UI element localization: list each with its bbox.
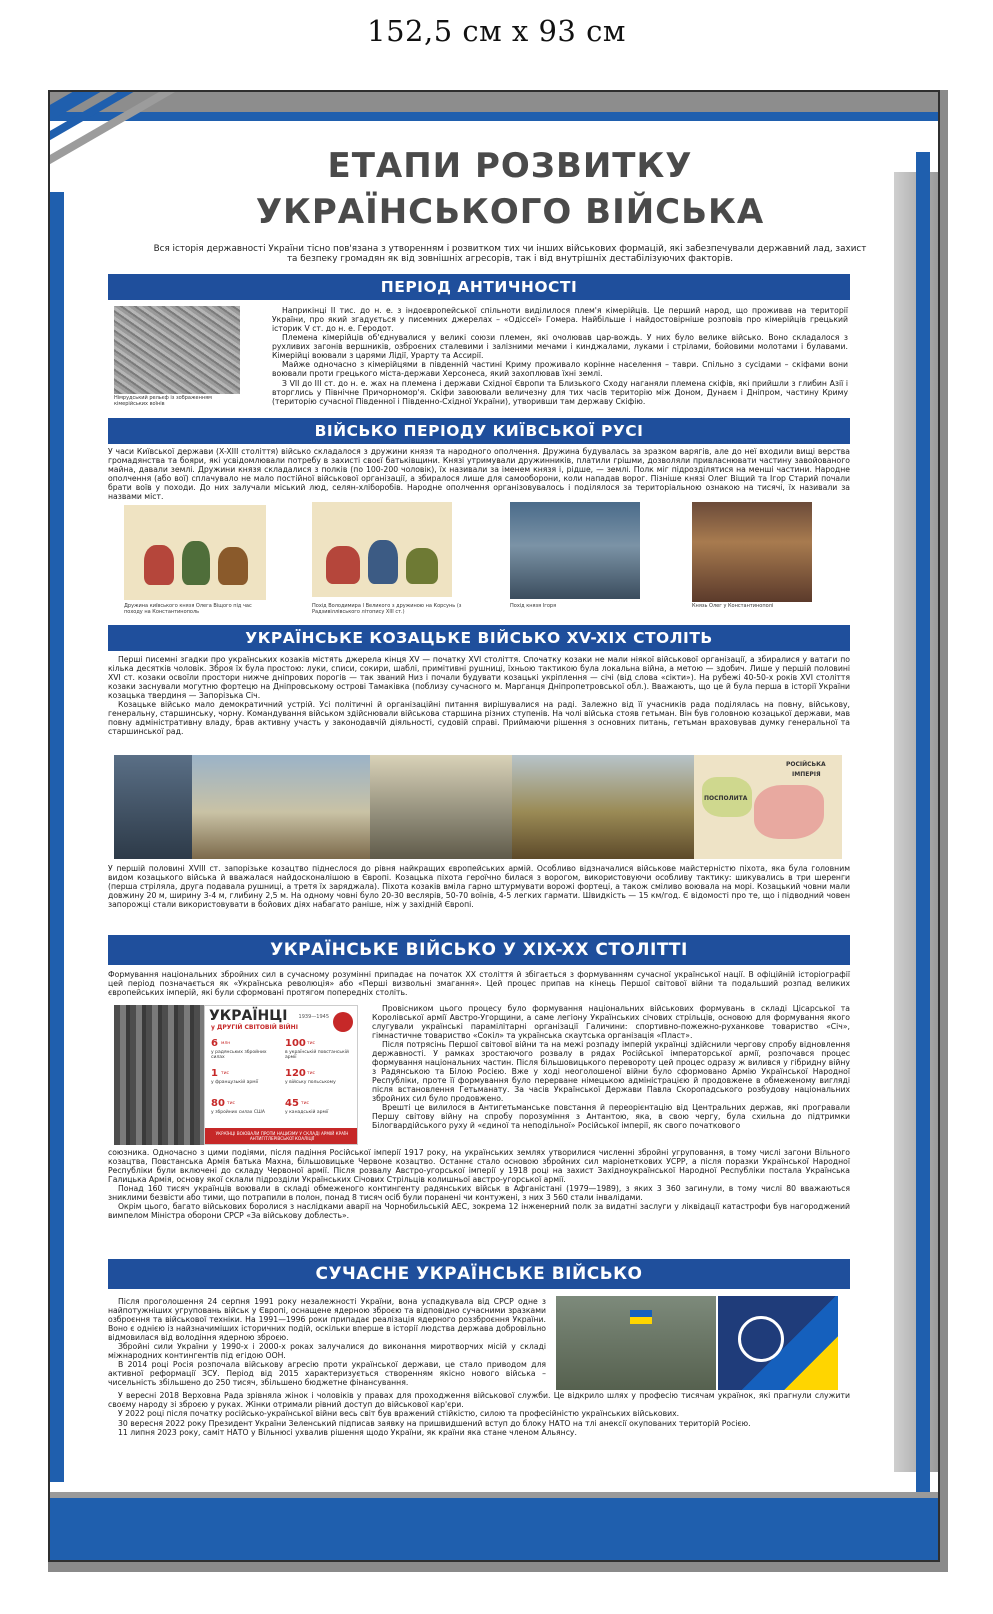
paragraph: Майже одночасно з кімерійцями в південній частині Криму проживало корінне населення – таври. Спільно з сусідами – скіфами вони воювали проти грецького міста-держави Херсонеса, який захоплював їхні землі.	[272, 360, 848, 379]
cossack-army-painting	[512, 755, 694, 859]
intro-text: Вся історія державності України тісно пов'язана з утворенням і розвитком тих чи інших військових формацій, які забезпечували державний лад, захист та безпеку громадян як від зовнішніх агресорів, так і від внутрішніх дестабілізуючих факторів.	[153, 244, 867, 264]
nimrud-relief-image	[114, 306, 240, 394]
stat-label: у війську польському	[285, 1080, 336, 1085]
stat-label: у канадській армії	[285, 1110, 329, 1115]
kyivan-rus-text: У часи Київської держави (X-XIII століття) військо складалося з дружини князя та народного ополчення. Дружина будувалась за зразком варягів, але до неї входили вищі верства громадянства та бояри, які усвідомлювали потребу в захисті своєї батьківщини. Князі утримували дружинників, платили грішми, дозволяли привласнювати частину завойованого майна, давали землі. Дружини князя складалися з полків (по 100-200 чоловік), їх називали за іменем князя і, рідше, — землі. Полк міг підрозділятися на менші частини. Народне ополчення (або вої) сплачувало не мало постійної військової організації, а збиралося лише для самооборони, коли нападав ворог. Пізніше князі Олег Віщий та Ігор Старий почали брати воїв у походи. До них залучали міський люд, селян-хліборобів. Народне ополчення організовувалось і поділялося за територіальною ознакою на тисячі, їх називали за назвами міст.	[108, 447, 850, 501]
paragraph: З VII до III ст. до н. е. жах на племена і держави Східної Європи та Близького Сходу наганяли племена скіфів, які прийшли з глибин Азії і вторглись у Північне Причорномор'я. Скіфи завоювали величезну для тих часів територію між Доном, Дунаєм і Дніпром, частину Криму (територію сучасної Південної і Південно-Східної України), утворивши там державу Скіфію.	[272, 378, 848, 406]
paragraph: В 2014 році Росія розпочала військову агресію проти української держави, це стало приводом для активної реформації ЗСУ. Період від 2015 характеризується створенням якісно нового війська – чисельність збільшено до 250 тисяч, збільшено бюджетне фінансування.	[108, 1360, 546, 1388]
stat-value: 100	[285, 1038, 306, 1049]
cossack-portrait-painting	[114, 755, 192, 859]
paragraph: У 2022 році після початку російсько-української війни весь світ був вражений стійкістю, силою та професійністю українських військових.	[118, 1409, 680, 1419]
paragraph: Провісником цього процесу було формування національних військових формувань в складі Цісарської та Королівської армії Австро-Угорщини, а саме легіону Українських січових стрільців, основою для формування якого слугували українські парамілітарні організації Галичини: спортивно-пожежно-руханкове товариство «Січ», гімнастичне товариство «Сокіл» та українська скаутська організація «Пласт».	[372, 1004, 850, 1040]
map-territory-shape	[754, 785, 824, 839]
xix-xx-bottom-text	[108, 1149, 850, 1222]
stat-label: у радянських збройних силах	[211, 1050, 267, 1060]
map-label: ПОСПОЛИТА	[704, 795, 748, 802]
paragraph: У вересні 2018 Верховна Рада зрівняла жінок і чоловіків у правах для проходження військової служби. Це відкрило шлях у професію тисячам українок, які прагнули служити своєму народу зі зброєю у руках. Жінки отримали рівний доступ до військової кар'єри.	[108, 1391, 850, 1409]
infographic-title: УКРАЇНЦІ	[209, 1008, 288, 1024]
nimrud-relief-caption: Німрудський рельєф із зображенням кімерійських воїнів	[114, 395, 212, 407]
paragraph: Врешті це вилилося в Антигетьманське повстання й переорієнтацію від Центральних держав, які програвали Першу світову війну на спробу порозуміння з Антантою, яка, в свою чергу, була схильна до підтримки Білогвардійського руху й «єдиної та неподільної» Російської імперії, як свого початкового	[372, 1102, 850, 1130]
cossack-text-bottom: У першій половині XVIII ст. запорізьке козацтво піднеслося до рівня найкращих європейських армій. Особливо відзначалися військове майстерністю піхота, яка була головним видом козацького війська й вважалася найдосконалішою в Європі. Козацька піхота героїчно билася з ворогом, використовуючи особливу тактику: шикувались в три шеренги (перша стріляла, друга подавала рушниці, а третя їх заряджала). Піхота козаків вміла гарно штурмувати ворожі фортеці, а також сміливо воювала на морі. Козацький човни мали довжину 20 м, ширину 3-4 м, глибину 2,5 м. На одному човні було 20-30 веслярів, 50-70 воїнів, 4-5 легких гармати. Швидкість — 15 км/год. Є відомості про те, що і підводний човен запорожці стали використовувати в бойових діях набагато раніше, ніж у західній Європі.	[108, 864, 850, 909]
top-gray-band	[50, 92, 940, 112]
infographic-subtitle: у ДРУГІЙ СВІТОВІЙ ВІЙНІ	[211, 1024, 298, 1031]
infographic-years: 1939—1945	[298, 1014, 329, 1020]
bottom-blue-band	[50, 1498, 940, 1560]
paragraph: Козацьке військо мало демократичний устрій. Усі політичні й організаційні питання вирішувалися на раді. Залежно від її учасників рада поділялась на повну, військову, генеральну, старшинську, чорну. Командування військом здійснювали військова старшина різних ступенів. На чолі війська стояв гетьман. Він був головною козацької держави, мав повну адміністративну владу, брав активну участь у законодавчій діяльності, судовій справі. Приймаючи рішення з основних питань, гетьман враховував думку генеральної та старшинської рад.	[108, 700, 850, 736]
modern-left-text	[108, 1298, 546, 1389]
paragraph: 30 вересня 2022 року Президент України Зеленський підписав заявку на пришвидшений вступ до блоку НАТО на тлі анексії окупованих територій Росією.	[118, 1418, 751, 1428]
section-heading-kyivan-rus: ВІЙСЬКО ПЕРІОДУ КИЇВСЬКОЇ РУСІ	[108, 418, 850, 444]
igor-campaign-painting	[510, 502, 640, 599]
stat-value: 1	[211, 1068, 218, 1079]
modern-bottom-text	[108, 1392, 850, 1439]
paragraph: Після проголошення 24 серпня 1991 року незалежності України, вона успадкувала від СРСР одне з найпотужніших угруповань військ у Європі, оснащене ядерною зброєю та відповідно сучасними зразками озброєння та військової техніки. На 1991—1996 роки припадає реалізація ядерного роззброєння України. Воно є однією із найзначиміших історичних подій, оскільки вперше в історії людства держава добровільно відмовилася від володіння ядерною зброєю.	[108, 1297, 546, 1342]
section-heading-xix-xx: УКРАЇНСЬКЕ ВІЙСЬКО У XIX-XX СТОЛІТТІ	[108, 935, 850, 965]
stat-label: у французькій армії	[211, 1080, 259, 1085]
nato-ukraine-flag-image	[718, 1296, 838, 1390]
volodymyr-korsun-caption: Похід Володимира I Великого з дружиною на Корсунь (з Радзивіллівського літопису XIII ст.)	[312, 603, 462, 615]
dimensions-label: 152,5 см х 93 см	[367, 14, 626, 48]
poster-board	[48, 90, 940, 1562]
section-heading-cossack: УКРАЇНСЬКЕ КОЗАЦЬКЕ ВІЙСЬКО XV-XIX СТОЛІТЬ	[108, 625, 850, 651]
stat-unit: млн	[221, 1041, 231, 1046]
poster-title-line2: УКРАЇНСЬКОГО ВІЙСЬКА	[255, 192, 765, 232]
paragraph: 11 липня 2023 року, саміт НАТО у Вільнюсі ухвалив рішення щодо України, як країни яка стане членом Альянсу.	[118, 1428, 577, 1438]
igor-campaign-caption: Похід князя Ігоря	[510, 603, 557, 609]
map-label: РОСІЙСЬКА	[786, 761, 826, 768]
paragraph: Окрім цього, багато військових боролися з наслідками аварії на Чорнобильській АЕС, зокрема 12 інженерний полк за видатні заслуги у ліквідації катастрофи був нагороджений вимпелом Міністра оборони СРСР «За військову доблесть».	[108, 1202, 850, 1221]
stat-value: 6	[211, 1038, 218, 1049]
paragraph: Племена кімерійців об'єднувалися у великі союзи племен, які очолював цар-вождь. У них було велике військо. Воно складалося з рухливих загонів вершників, озброєних сталевими і залізними мечами і кинджалами, луками і стрілами, бойовими молотами і булавами. Кімерійці воювали з царями Лідії, Урарту та Ассирії.	[272, 333, 848, 361]
right-blue-band	[916, 152, 930, 1492]
top-blue-band	[50, 112, 940, 121]
stat-value: 80	[211, 1098, 225, 1109]
oleg-campaign-caption: Дружина київського князя Олега Віщого під час походу на Константинополь	[124, 603, 252, 615]
xix-xx-intro-text: Формування національних збройних сил в сучасному розумінні припадає на початок XX століття й збігається з формуванням сучасної української нації. В офіційній історіографії цей період позначається як «Українська революція» або «Перші визвольні змагання». Цей процес припав на кінець Першої світової війни та подальший розпад великих європейських імперій, які були сформовані протягом попередніх століть.	[108, 970, 850, 997]
left-blue-band	[50, 192, 64, 1482]
modern-army-photo	[556, 1296, 716, 1390]
oleg-constantinople-caption: Князь Олег у Константинополі	[692, 603, 774, 609]
section-heading-antiquity: ПЕРІОД АНТИЧНОСТІ	[108, 274, 850, 300]
stat-unit: тис	[307, 1041, 316, 1046]
paragraph: Наприкінці II тис. до н. е. з індоєвропейської спільноти виділилося плем'я кімерійців. Це перший народ, що проживав на території України, про який згадується у писемних джерелах – «Одіссеї» Гомера. Найбільше і найдостовірніше розповів про кімерійців грецький історик V ст. до н. е. Геродот.	[272, 306, 848, 333]
cossack-lands-map	[694, 755, 842, 859]
nato-compass-icon	[738, 1316, 784, 1362]
paragraph: Перші писемні згадки про українських козаків містять джерела кінця XV — початку XVI століття. Спочатку козаки не мали ніякої військової організації, а збиралися у ватаги по кілька десятків чоловік. Зброя їх була простою: луки, списи, сокири, шаблі, примітивні рушниці, їхньою тактикою була локальна війна, а метою — здобич. Лише у першій половині XVI ст. козаки освоїли простори нижче дніпрових порогів — так званий Низ і почали будувати козацькі укріплення — січі (від слова «сікти»). На рубежі 40-50-х років XVI століття козаки заснували могутню фортецю на Дніпровському острові Тамаківка (поблизу сучасного м. Марганця Дніпропетровської обл.). Вважають, що це й була перша в історії України козацька твердиня — Запорізька Січ.	[108, 655, 850, 700]
cossack-text-top	[108, 656, 850, 737]
oleg-campaign-miniature	[124, 505, 266, 600]
cossack-boat-painting	[370, 755, 512, 859]
poster-title-line1: ЕТАПИ РОЗВИТКУ	[327, 146, 693, 186]
stat-unit: тис	[301, 1101, 310, 1106]
stat-unit: тис	[227, 1101, 236, 1106]
stat-value: 120	[285, 1068, 306, 1079]
stat-unit: тис	[221, 1071, 230, 1076]
infographic-footer: УКРАЇНЦІ ВОЮВАЛИ ПРОТИ НАЦИЗМУ У СКЛАДІ АРМІЙ КРАЇН АНТИГІТЛЕРІВСЬКОЇ КОАЛІЦІЇ	[205, 1128, 358, 1144]
paragraph: Після потрясінь Першої світової війни та на межі розпаду імперій українці здійснили чергову спробу відновлення державності. У рамках зростаючого розвалу в рядах Російської імператорської армії, розпочався процес формування національних частин. Після більшовицького перевороту цей процес одразу ж вилився у гібридну війну з Радянською та Білою Росією. Вже у ході неоголошеної війни було сформовано Армію Української Народної Республіки, проте її формування було перерване німецькою адміністрацією й продовжене в обмеженому вигляді після встановлення Гетьманату. За часів Української Держави Павла Скоропадського розбудову національних збройних сил було продовжено.	[372, 1040, 850, 1103]
ukraine-flag-icon	[630, 1310, 652, 1324]
map-label: ІМПЕРІЯ	[792, 771, 821, 778]
xix-xx-right-text	[372, 1005, 850, 1131]
antiquity-text	[272, 307, 848, 407]
paragraph: Збройні сили України у 1990-х і 2000-х роках залучалися до виконання миротворчих місій у складі міжнародних контингентів під егідою ООН.	[108, 1342, 546, 1360]
stat-value: 45	[285, 1098, 299, 1109]
volodymyr-korsun-miniature	[312, 502, 452, 597]
oleg-constantinople-painting	[692, 502, 812, 602]
stat-label: в українській повстанській армії	[285, 1050, 349, 1060]
paragraph: союзника. Одночасно з цими подіями, після падіння Російської імперії 1917 року, на українських землях утворилися численні збройні угруповання, в тому числі загони Вільного козацтва, Повстанська Армія батька Махна, більшовицьке Червоне козацтво. Останнє стало основою збройних сил маріонеткових УСРР, а після поразки Української Народної Республіки були включені до складу Червоної армії. Після розвалу Австро-угорської імперії у 1918 році на захист Західноукраїнської Народної Республіки постала Українська Галицька Армія, основу якої склали підрозділи Українських Січових Стрільців колишньої австро-угорської армії.	[108, 1148, 850, 1184]
ww2-infographic	[204, 1005, 358, 1145]
stat-unit: тис	[307, 1071, 316, 1076]
stat-label: у збройних силах США	[211, 1110, 265, 1115]
poppy-icon	[333, 1012, 353, 1032]
section-heading-modern: СУЧАСНЕ УКРАЇНСЬКЕ ВІЙСЬКО	[108, 1259, 850, 1289]
paragraph: Понад 160 тисяч українців воювали в складі обмеженого контингенту радянських військ в Афганістані (1979—1989), з яких 3 360 загинули, в тому числі 80 вважаються зниклими безвісти або тими, що потрапили в полон, понад 8 тисяч осіб були поранені чи контужені, з них 3 560 стали інвалідами.	[108, 1184, 850, 1203]
historic-soldiers-photo	[114, 1005, 204, 1145]
cossack-horsemen-painting	[192, 755, 370, 859]
